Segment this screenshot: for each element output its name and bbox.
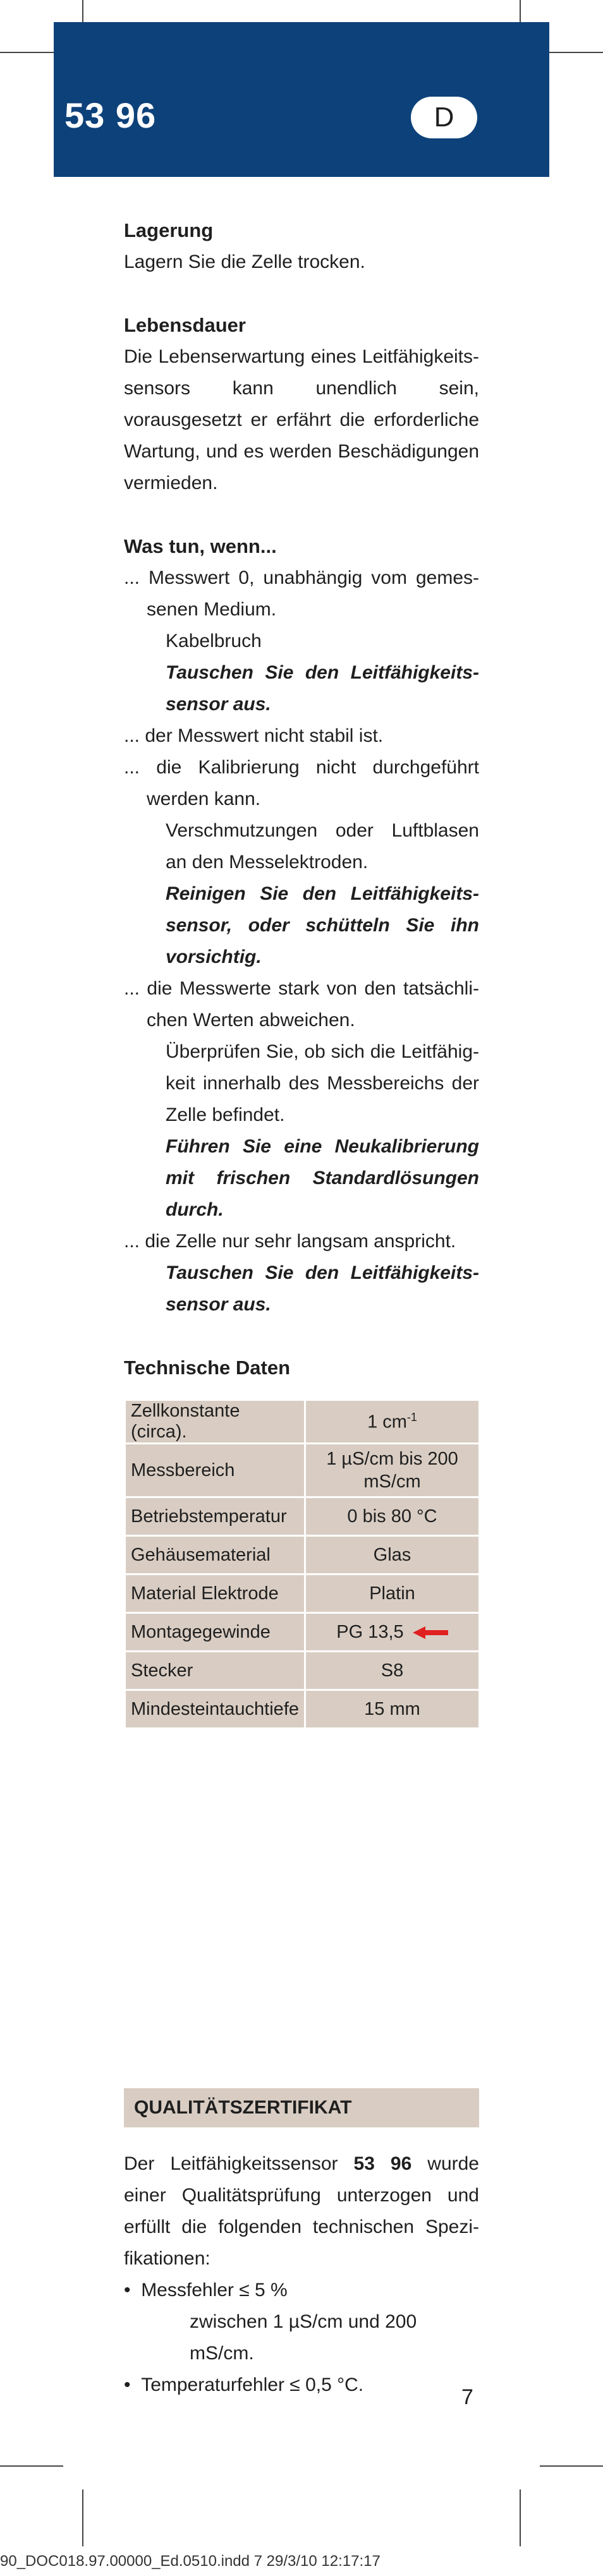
page-title: 53 96: [64, 95, 157, 135]
spec-value: Platin: [305, 1575, 480, 1613]
spec-label: Material Elektrode: [125, 1575, 305, 1613]
page-number: 7: [461, 2385, 473, 2409]
problem-item: ... die Kalibrierung nicht durchgeführt werden kann.: [124, 757, 479, 809]
crop-mark: [540, 52, 603, 53]
spec-bullet: • Temperaturfehler ≤ 0,5 °C.: [124, 2374, 364, 2395]
problem-item: ... Messwert 0, unabhängig vom gemes-senen Medium.: [124, 567, 479, 620]
spec-label: Betriebstemperatur: [125, 1497, 305, 1536]
table-row: [125, 1652, 480, 1690]
certificate-section: [124, 2148, 479, 2401]
storage-text: Lagern Sie die Zelle trocken.: [124, 251, 365, 272]
troubleshooting-heading: Was tun, wenn...: [124, 535, 277, 557]
problem-item: ... der Messwert nicht stabil ist.: [124, 725, 384, 746]
spec-value: PG 13,5: [305, 1613, 480, 1652]
spec-label: Stecker: [125, 1652, 305, 1690]
problem-cause: Verschmutzungen oder Luftblasen an den Messelektroden.: [166, 820, 479, 873]
crop-mark: [82, 2489, 83, 2546]
table-row: [125, 1690, 480, 1729]
table-row: [125, 1444, 480, 1497]
spec-label: Mindesteintauchtiefe: [125, 1690, 305, 1729]
problem-cause: Kabelbruch: [166, 631, 262, 651]
crop-mark: [540, 2465, 603, 2467]
table-row: [125, 1536, 480, 1575]
spec-value: 0 bis 80 °C: [305, 1497, 480, 1536]
specs-table: [124, 1399, 480, 1729]
table-row: [125, 1497, 480, 1536]
certificate-intro: Der Leitfähigkeitssensor 53 96 wurde einer Qualitätsprüfung unterzogen und erfüllt die folgenden technischen Spezi-fikationen:: [124, 2153, 479, 2269]
problem-action: Tauschen Sie den Leitfähigkeits-sensor aus.: [166, 1262, 479, 1315]
spec-value: Glas: [305, 1536, 480, 1575]
main-content: [124, 215, 479, 1729]
language-badge: D: [411, 97, 477, 138]
problem-item: ... die Messwerte stark von den tatsächli-chen Werten abweichen.: [124, 978, 479, 1031]
spec-bullet: • Messfehler ≤ 5 %: [124, 2280, 288, 2301]
table-row: [125, 1613, 480, 1652]
spec-label: Zellkonstante (circa).: [125, 1400, 305, 1444]
spec-value: 15 mm: [305, 1690, 480, 1729]
spec-label: Gehäusematerial: [125, 1536, 305, 1575]
spec-value: 1 $cm^{-1}$: [305, 1400, 480, 1444]
crop-mark: [0, 2465, 63, 2467]
red-arrow-icon: [413, 1625, 448, 1640]
spec-label: Montagegewinde: [125, 1613, 305, 1652]
spec-label: Messbereich: [125, 1444, 305, 1497]
problem-cause: Überprüfen Sie, ob sich die Leitfähig-keit innerhalb des Messbereichs der Zelle befindet.: [166, 1041, 479, 1125]
problem-action: Reinigen Sie den Leitfähigkeits-sensor, oder schütteln Sie ihn vorsichtig.: [166, 883, 479, 967]
spec-bullet-detail: zwischen 1 µS/cm und 200 mS/cm.: [190, 2311, 417, 2364]
problem-item: ... die Zelle nur sehr langsam anspricht.: [124, 1231, 456, 1252]
table-row: [125, 1575, 480, 1613]
storage-heading: Lagerung: [124, 219, 214, 241]
lifetime-text: Die Lebenserwartung eines Leitfähigkeits-sensors kann unendlich sein, vorausgesetzt er erfährt die erforderliche Wartung, und es werden Beschädigungen vermieden.: [124, 346, 479, 493]
certificate-heading: QUALITÄTSZERTIFIKAT: [124, 2088, 479, 2127]
spec-value: 1 µS/cm bis 200 mS/cm: [305, 1444, 480, 1497]
lifetime-heading: Lebensdauer: [124, 314, 246, 336]
spec-value: S8: [305, 1652, 480, 1690]
problem-action: Führen Sie eine Neukalibrierung mit frischen Standardlösungen durch.: [166, 1136, 479, 1220]
print-footer: 90_DOC018.97.00000_Ed.0510.indd 7 29/3/10 12:17:17: [0, 2553, 381, 2570]
table-row: [125, 1400, 480, 1444]
specs-heading: Technische Daten: [124, 1357, 291, 1379]
crop-mark: [520, 2489, 521, 2546]
problem-action: Tauschen Sie den Leitfähigkeits-sensor aus.: [166, 662, 479, 715]
